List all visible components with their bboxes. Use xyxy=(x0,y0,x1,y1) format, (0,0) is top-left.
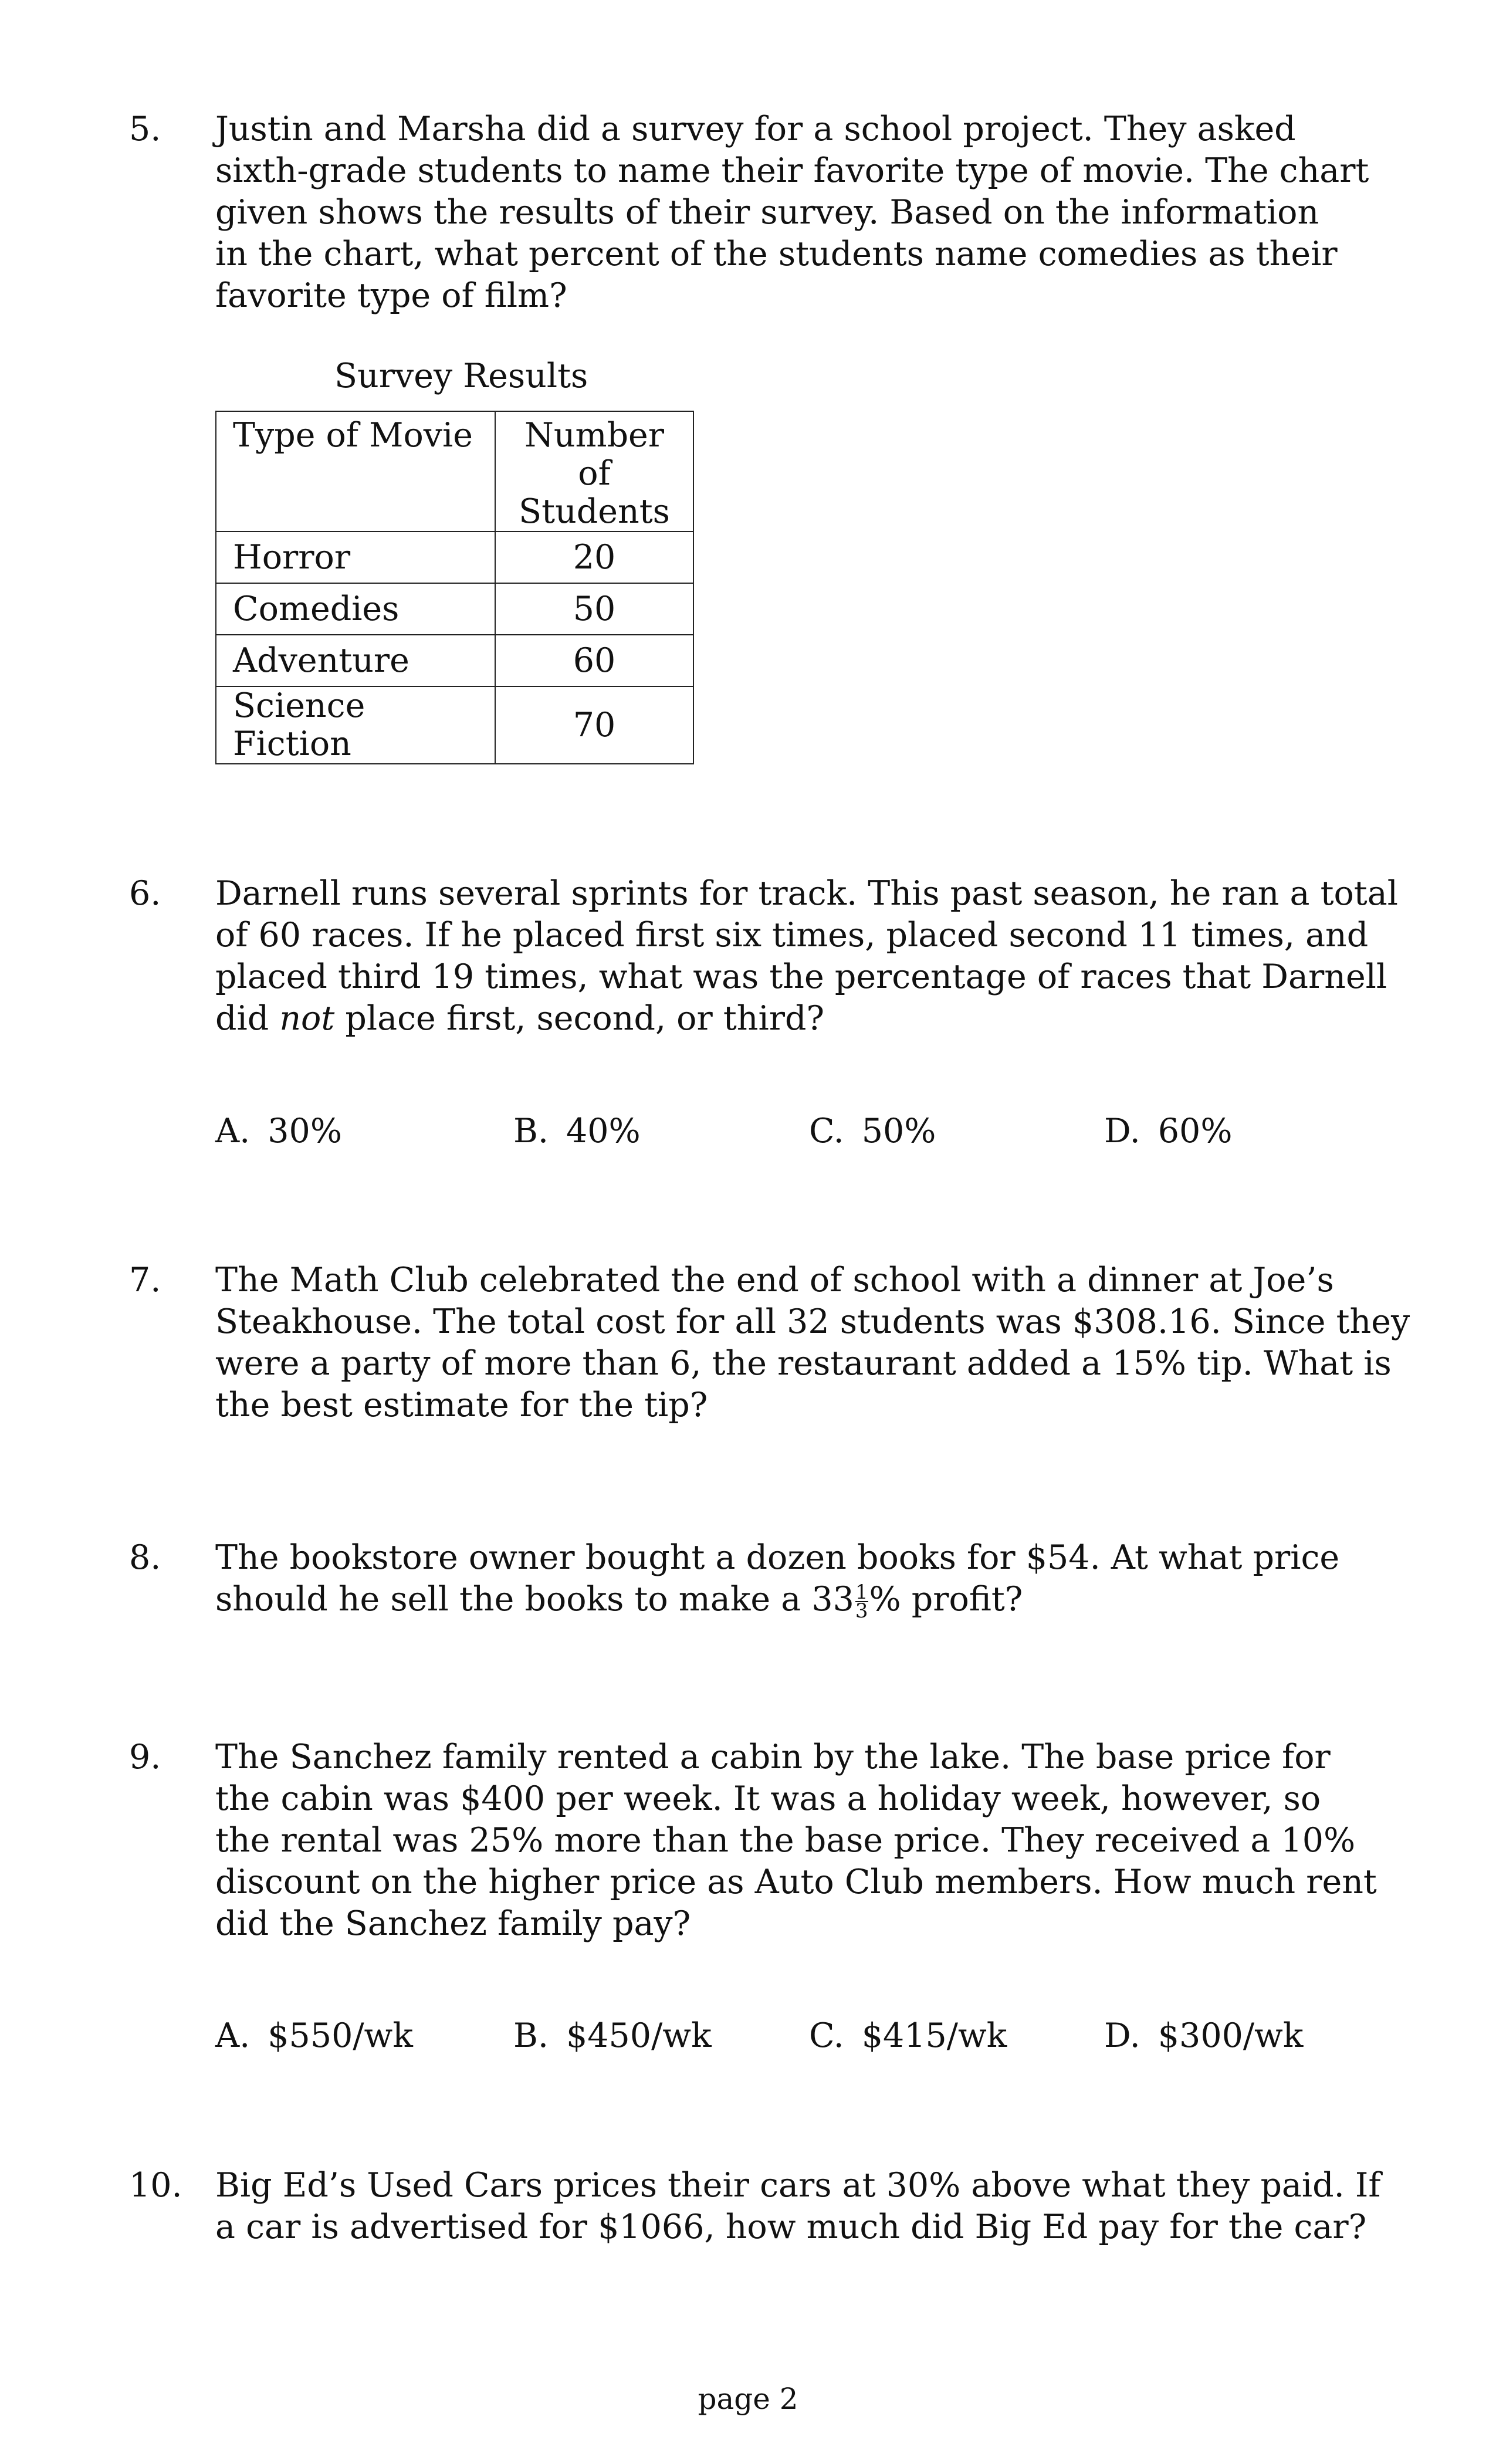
table-row xyxy=(216,686,693,764)
text-line: given shows the results of their survey. Based on the information xyxy=(215,193,1319,232)
movie-type-cell: Adventure xyxy=(216,635,495,686)
text-fragment: place first, second, or third? xyxy=(334,999,825,1038)
text-line: sixth-grade students to name their favorite type of movie. The chart xyxy=(215,151,1369,190)
choice-b[interactable] xyxy=(513,2015,712,2057)
question-text xyxy=(215,873,1398,1040)
choice-d[interactable] xyxy=(1104,1111,1233,1152)
choice-text: $450/wk xyxy=(566,2016,712,2055)
choice-b[interactable] xyxy=(513,1111,641,1152)
choice-d[interactable] xyxy=(1104,2015,1303,2057)
text-line: the best estimate for the tip? xyxy=(215,1386,708,1424)
text-line: the rental was 25% more than the base price. They received a 10% xyxy=(215,1821,1356,1860)
question-text xyxy=(215,2165,1389,2248)
choice-letter: D. xyxy=(1104,1112,1140,1150)
fraction-one-third xyxy=(855,1580,868,1623)
choice-letter: C. xyxy=(809,1112,844,1150)
table-title: Survey Results xyxy=(334,357,588,395)
movie-type-cell: Horror xyxy=(216,532,495,583)
text-line: Big Ed’s Used Cars prices their cars at 30% above what they paid. If xyxy=(215,2166,1381,2205)
fraction-numerator: 1 xyxy=(855,1580,868,1604)
choice-text: $550/wk xyxy=(268,2016,413,2055)
text-line: The bookstore owner bought a dozen books for $54. At what price xyxy=(215,1538,1340,1577)
fraction-denominator: 3 xyxy=(855,1599,868,1623)
student-count-cell: 20 xyxy=(495,532,693,583)
table-header-row xyxy=(216,411,693,532)
text-line: of 60 races. If he placed first six times, placed second 11 times, and xyxy=(215,916,1369,955)
header-type-of-movie: Type of Movie xyxy=(216,411,495,532)
text-line: a car is advertised for $1066, how much did Big Ed pay for the car? xyxy=(215,2208,1367,2246)
header-line: Number of xyxy=(524,416,665,493)
text-line: Darnell runs several sprints for track. This past season, he ran a total xyxy=(215,874,1398,913)
text-line: the cabin was $400 per week. It was a holiday week, however, so xyxy=(215,1779,1321,1818)
question-text xyxy=(215,109,1389,317)
text-line: placed third 19 times, what was the percentage of races that Darnell xyxy=(215,957,1387,996)
header-number-of-students xyxy=(495,411,693,532)
question-number: 5. xyxy=(129,110,161,148)
table-row xyxy=(216,532,693,583)
text-line xyxy=(215,998,1389,1040)
text-fragment: did xyxy=(215,999,280,1038)
choice-a[interactable] xyxy=(215,2015,413,2057)
choice-text: $415/wk xyxy=(861,2016,1007,2055)
choice-c[interactable] xyxy=(809,1111,936,1152)
text-line: The Math Club celebrated the end of school with a dinner at Joe’s xyxy=(215,1261,1334,1299)
question-number: 8. xyxy=(129,1538,161,1577)
page-number: page 2 xyxy=(698,2382,798,2416)
question-text xyxy=(215,1537,1389,1623)
question-number: 7. xyxy=(129,1261,161,1299)
choice-letter: B. xyxy=(513,1112,549,1150)
choice-letter: A. xyxy=(215,2016,251,2055)
student-count-cell: 50 xyxy=(495,583,693,635)
text-line: The Sanchez family rented a cabin by the lake. The base price for xyxy=(215,1738,1331,1776)
choice-text: 60% xyxy=(1157,1112,1233,1150)
text-line xyxy=(215,1579,1389,1623)
student-count-cell: 70 xyxy=(495,686,693,764)
choice-text: $300/wk xyxy=(1157,2016,1304,2055)
table-row xyxy=(216,635,693,686)
choice-letter: D. xyxy=(1104,2016,1140,2055)
question-number: 9. xyxy=(129,1738,161,1776)
header-line: Students xyxy=(519,492,670,531)
choice-c[interactable] xyxy=(809,2015,1007,2057)
text-line: favorite type of film? xyxy=(215,276,567,315)
student-count-cell: 60 xyxy=(495,635,693,686)
text-fragment: % profit? xyxy=(869,1580,1023,1619)
choice-a[interactable] xyxy=(215,1111,342,1152)
question-number: 10. xyxy=(129,2166,182,2205)
question-number: 6. xyxy=(129,874,161,913)
emphasis-not: not xyxy=(279,999,335,1038)
text-line: discount on the higher price as Auto Club members. How much rent xyxy=(215,1863,1377,1901)
text-fragment: should he sell the books to make a 33 xyxy=(215,1580,854,1619)
movie-type-cell: Science Fiction xyxy=(216,686,495,764)
choice-letter: A. xyxy=(215,1112,251,1150)
choice-text: 40% xyxy=(566,1112,641,1150)
choice-text: 50% xyxy=(861,1112,936,1150)
choice-letter: C. xyxy=(809,2016,844,2055)
text-line: Steakhouse. The total cost for all 32 students was $308.16. Since they xyxy=(215,1302,1410,1341)
text-line: in the chart, what percent of the students name comedies as their xyxy=(215,235,1338,273)
text-line: Justin and Marsha did a survey for a school project. They asked xyxy=(215,110,1296,148)
question-text xyxy=(215,1737,1389,1945)
choice-text: 30% xyxy=(268,1112,342,1150)
text-line: were a party of more than 6, the restaurant added a 15% tip. What is xyxy=(215,1344,1392,1383)
question-text xyxy=(215,1260,1410,1426)
movie-type-cell: Comedies xyxy=(216,583,495,635)
table-row xyxy=(216,583,693,635)
choice-letter: B. xyxy=(513,2016,549,2055)
text-line: did the Sanchez family pay? xyxy=(215,1904,691,1943)
survey-results-table xyxy=(215,411,694,764)
